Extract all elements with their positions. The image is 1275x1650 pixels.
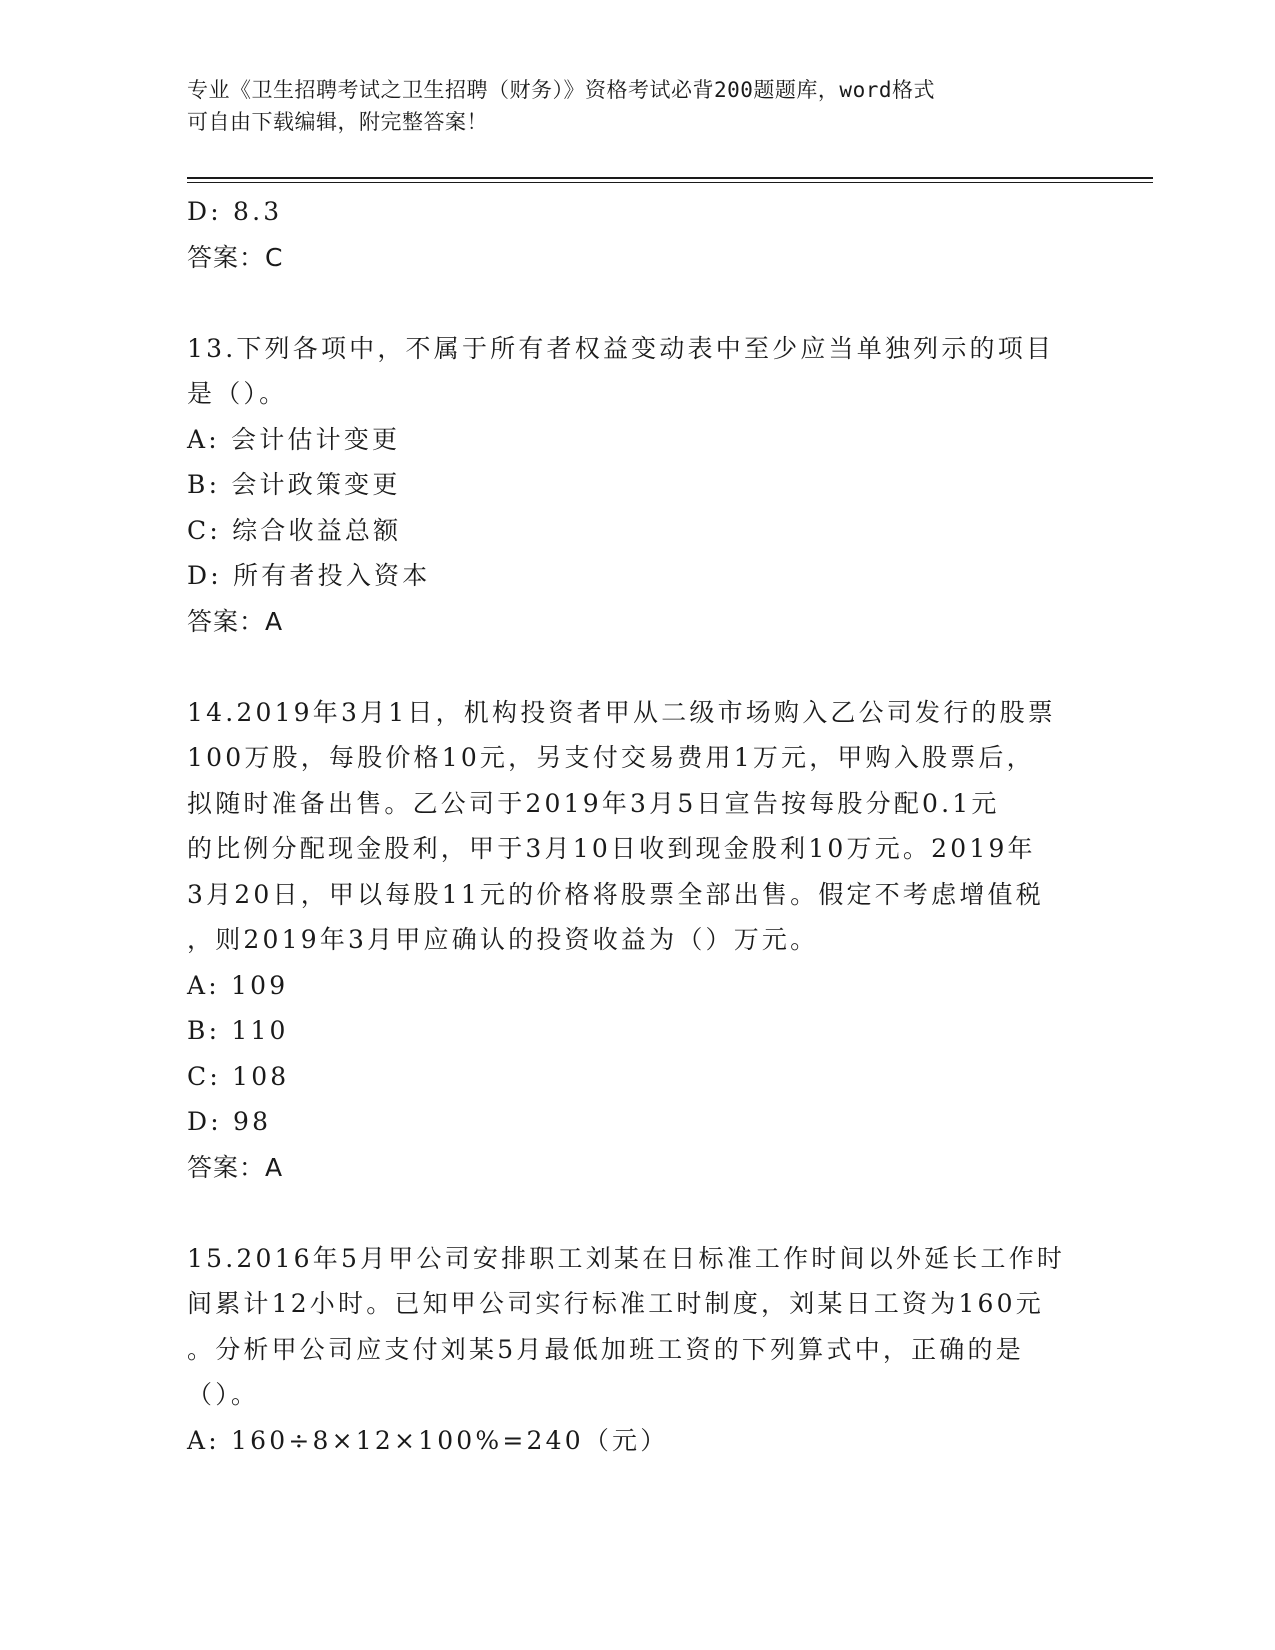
document-body bbox=[187, 189, 1087, 1463]
q13-stem-line-2: 是（）。 bbox=[187, 379, 288, 408]
q15-stem-line-1: 15.2016年5月甲公司安排职工刘某在日标准工作时间以外延长工作时 bbox=[187, 1243, 1066, 1273]
page-header bbox=[187, 74, 1067, 138]
question-14 bbox=[187, 690, 1087, 1191]
spacer bbox=[187, 1190, 1087, 1236]
q12-answer: 答案：C bbox=[187, 242, 284, 272]
q15-stem-line-2: 间累计12小时。已知甲公司实行标准工时制度，刘某日工资为160元 bbox=[187, 1289, 1044, 1318]
q13-option-b: B: 会计政策变更 bbox=[187, 470, 401, 499]
q14-stem-line-3: 拟随时准备出售。乙公司于2019年3月5日宣告按每股分配0.1元 bbox=[187, 788, 1000, 818]
question-13 bbox=[187, 326, 1087, 645]
header-title-line-1: 专业《卫生招聘考试之卫生招聘（财务）》资格考试必背200题题库，word格式 bbox=[187, 78, 935, 102]
q13-option-c: C: 综合收益总额 bbox=[187, 515, 402, 545]
question-15 bbox=[187, 1236, 1087, 1464]
q15-stem-line-4: （）。 bbox=[187, 1380, 260, 1409]
q14-stem-line-5: 3月20日，甲以每股11元的价格将股票全部出售。假定不考虑增值税 bbox=[187, 879, 1044, 909]
q13-option-a: A: 会计估计变更 bbox=[187, 424, 401, 454]
header-divider-thick bbox=[187, 177, 1153, 179]
q14-answer: 答案：A bbox=[187, 1152, 284, 1182]
q14-stem-line-4: 的比例分配现金股利，甲于3月10日收到现金股利10万元。2019年 bbox=[187, 834, 1036, 863]
q13-stem-line-1: 13.下列各项中，不属于所有者权益变动表中至少应当单独列示的项目 bbox=[187, 333, 1055, 363]
q14-option-d: D: 98 bbox=[187, 1107, 272, 1136]
q14-stem-line-6: ，则2019年3月甲应确认的投资收益为（）万元。 bbox=[187, 925, 819, 954]
q14-option-c: C: 108 bbox=[187, 1061, 290, 1091]
q14-option-b: B: 110 bbox=[187, 1016, 289, 1045]
q15-stem-line-3: 。分析甲公司应支付刘某5月最低加班工资的下列算式中，正确的是 bbox=[187, 1334, 1024, 1364]
q14-option-a: A: 109 bbox=[187, 970, 289, 1000]
question-12-tail bbox=[187, 189, 1087, 280]
q14-stem-line-2: 100万股，每股价格10元，另支付交易费用1万元，甲购入股票后， bbox=[187, 743, 1035, 772]
q13-option-d: D: 所有者投入资本 bbox=[187, 561, 431, 590]
q12-option-d: D: 8.3 bbox=[187, 197, 283, 226]
header-title-line-2: 可自由下载编辑，附完整答案！ bbox=[187, 110, 488, 134]
q13-answer: 答案：A bbox=[187, 606, 284, 636]
q14-stem-line-1: 14.2019年3月1日，机构投资者甲从二级市场购入乙公司发行的股票 bbox=[187, 697, 1056, 727]
spacer bbox=[187, 280, 1087, 326]
header-divider-thin bbox=[187, 182, 1153, 183]
q15-option-a: A: 160÷8×12×100%=240（元） bbox=[187, 1425, 669, 1455]
spacer bbox=[187, 644, 1087, 690]
